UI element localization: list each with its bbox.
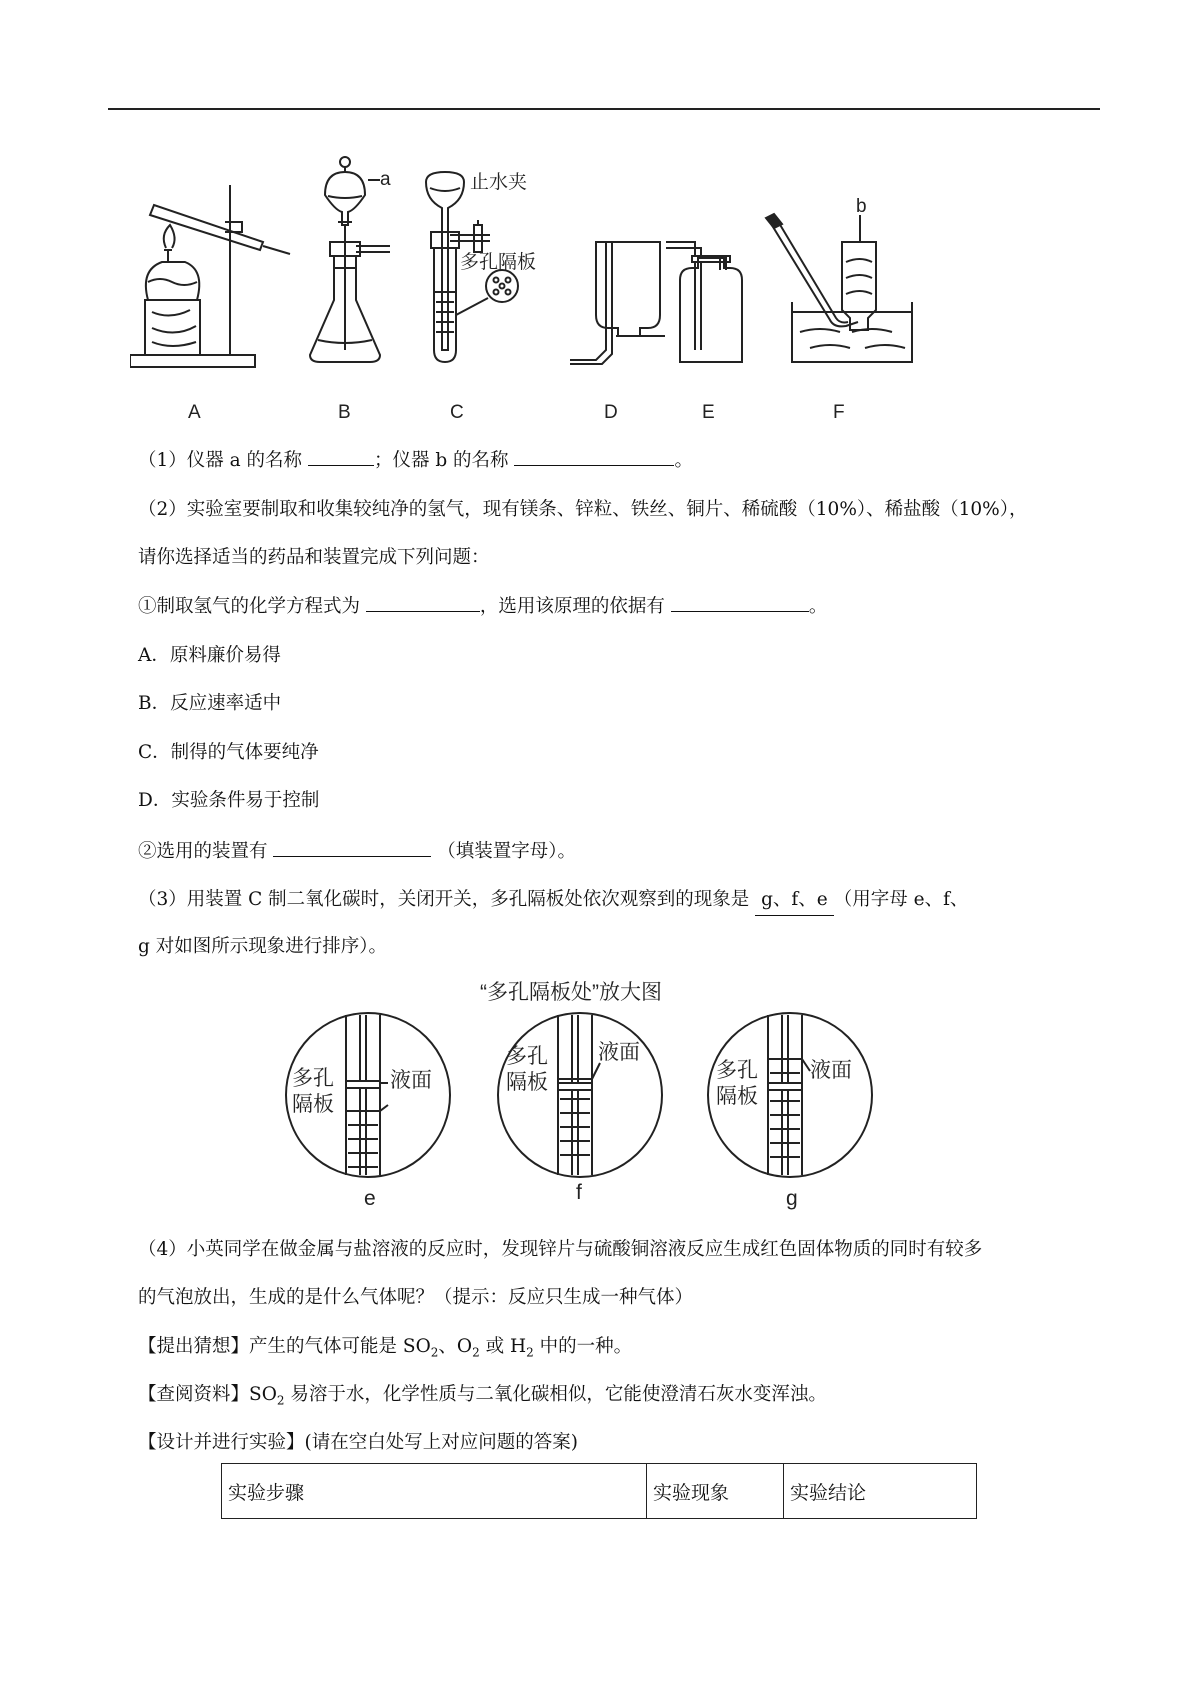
apparatus-e-drawing bbox=[666, 242, 742, 362]
table-header-conclusion: 实验结论 bbox=[784, 1464, 977, 1519]
q1-blank-a[interactable] bbox=[308, 445, 374, 466]
enlarged-porous-plate-figure bbox=[280, 975, 920, 1215]
question-1 bbox=[138, 445, 1098, 476]
enlarge-letter-g: g bbox=[786, 1187, 798, 1210]
enlarge-f-plate-label-1: 多孔 bbox=[506, 1045, 548, 1068]
label-clamp: 止水夹 bbox=[470, 172, 528, 193]
q4-guess bbox=[138, 1332, 1098, 1368]
q1-text-1: （1）仪器 a 的名称 bbox=[138, 450, 303, 471]
apparatus-letter-c: C bbox=[450, 402, 464, 423]
q4-guess-text-3: 或 H bbox=[479, 1336, 527, 1357]
q2-sub2-text-a: ②选用的装置有 bbox=[138, 841, 268, 862]
q2-option-a: A．原料廉价易得 bbox=[138, 645, 281, 666]
enlarge-e-liquid-label: 液面 bbox=[390, 1069, 432, 1092]
apparatus-letter-f: F bbox=[833, 402, 845, 423]
q1-text-3: 。 bbox=[674, 450, 693, 471]
q4-guess-head: 【提出猜想】 bbox=[138, 1336, 250, 1357]
q2-sub1-text-b: ，选用该原理的依据有 bbox=[479, 596, 665, 617]
table-header-steps: 实验步骤 bbox=[222, 1464, 647, 1519]
so2-subscript: 2 bbox=[430, 1345, 439, 1360]
q4-design bbox=[138, 1428, 1098, 1458]
q4-guess-text-4: 中的一种。 bbox=[533, 1336, 633, 1357]
enlarge-f-liquid-label: 液面 bbox=[598, 1041, 640, 1064]
q3-text-2: （用字母 e、f、 bbox=[833, 889, 969, 910]
q4-line-2: 的气泡放出，生成的是什么气体呢？（提示：反应只生成一种气体） bbox=[138, 1287, 694, 1308]
q3-text-1: （3）用装置 C 制二氧化碳时，关闭开关，多孔隔板处依次观察到的现象是 bbox=[138, 889, 750, 910]
header-rule bbox=[108, 108, 1100, 110]
enlarge-letter-e: e bbox=[364, 1187, 376, 1210]
apparatus-letter-b: B bbox=[338, 402, 351, 423]
q2-sub2-text-b: （填装置字母）。 bbox=[437, 841, 577, 862]
q4-info-text-1: SO bbox=[249, 1384, 277, 1405]
q1-text-2: ；仪器 b 的名称 bbox=[373, 450, 509, 471]
q4-design-text: (请在空白处写上对应问题的答案) bbox=[304, 1432, 578, 1453]
enlarge-f-drawing bbox=[498, 1013, 662, 1177]
q2-option-d: D．实验条件易于控制 bbox=[138, 790, 320, 811]
q4-guess-text-2: 、O bbox=[438, 1336, 473, 1357]
apparatus-a-drawing bbox=[130, 185, 290, 367]
enlarge-g-liquid-label: 液面 bbox=[810, 1059, 852, 1082]
apparatus-figure bbox=[130, 150, 1030, 430]
q2-basis-blank[interactable] bbox=[671, 591, 809, 612]
q2-sub-2 bbox=[138, 836, 1098, 867]
q3-answer: g、f、e bbox=[755, 885, 834, 916]
q1-blank-b[interactable] bbox=[514, 445, 674, 466]
q4-info-text-2: 易溶于水，化学性质与二氧化碳相似，它能使澄清石灰水变浑浊。 bbox=[284, 1384, 827, 1405]
so2-subscript-2: 2 bbox=[276, 1393, 285, 1408]
apparatus-d-drawing bbox=[570, 242, 665, 364]
label-a: a bbox=[380, 169, 391, 190]
q2-apparatus-blank[interactable] bbox=[273, 836, 431, 857]
apparatus-letter-a: A bbox=[188, 402, 201, 423]
enlarge-g-plate-label-2: 隔板 bbox=[716, 1085, 758, 1108]
q4-info-head: 【查阅资料】 bbox=[138, 1384, 250, 1405]
q2-line-2: 请你选择适当的药品和装置完成下列问题： bbox=[138, 547, 490, 568]
q2-option-c: C．制得的气体要纯净 bbox=[138, 742, 319, 763]
table-header-observation: 实验现象 bbox=[647, 1464, 784, 1519]
enlarge-e-plate-label-2: 隔板 bbox=[292, 1093, 334, 1116]
label-porous-plate: 多孔隔板 bbox=[460, 252, 537, 273]
q2-equation-blank[interactable] bbox=[366, 591, 480, 612]
apparatus-letter-e: E bbox=[702, 402, 715, 423]
q4-guess-text-1: 产生的气体可能是 SO bbox=[249, 1336, 431, 1357]
apparatus-f-drawing bbox=[766, 214, 912, 362]
q3-line-2: g 对如图所示现象进行排序）。 bbox=[138, 936, 387, 957]
enlarge-letter-f: f bbox=[576, 1181, 582, 1204]
q4-info bbox=[138, 1380, 1098, 1416]
question-3 bbox=[138, 885, 1098, 916]
enlarge-e-plate-label-1: 多孔 bbox=[292, 1067, 334, 1090]
apparatus-letter-d: D bbox=[604, 402, 618, 423]
q2-line-1: （2）实验室要制取和收集较纯净的氢气，现有镁条、锌粒、铁丝、铜片、稀硫酸（10%）、稀盐酸（10%）， bbox=[138, 499, 1028, 520]
enlarge-g-plate-label-1: 多孔 bbox=[716, 1059, 758, 1082]
q2-sub-1 bbox=[138, 591, 1098, 622]
q2-sub1-text-a: ①制取氢气的化学方程式为 bbox=[138, 596, 361, 617]
experiment-table bbox=[221, 1463, 977, 1519]
o2-subscript: 2 bbox=[472, 1345, 480, 1360]
q4-line-1: （4）小英同学在做金属与盐溶液的反应时，发现锌片与硫酸铜溶液反应生成红色固体物质的同时有较多 bbox=[138, 1239, 983, 1260]
q2-sub1-text-c: 。 bbox=[808, 596, 828, 617]
label-b: b bbox=[856, 196, 867, 217]
q4-design-head: 【设计并进行实验】 bbox=[138, 1432, 305, 1453]
apparatus-b-drawing bbox=[310, 157, 390, 362]
enlarge-f-plate-label-2: 隔板 bbox=[506, 1071, 548, 1094]
table-row bbox=[222, 1464, 977, 1519]
h2-subscript: 2 bbox=[526, 1345, 534, 1360]
q2-option-b: B．反应速率适中 bbox=[138, 693, 282, 714]
enlarge-title: “多孔隔板处”放大图 bbox=[480, 981, 662, 1004]
